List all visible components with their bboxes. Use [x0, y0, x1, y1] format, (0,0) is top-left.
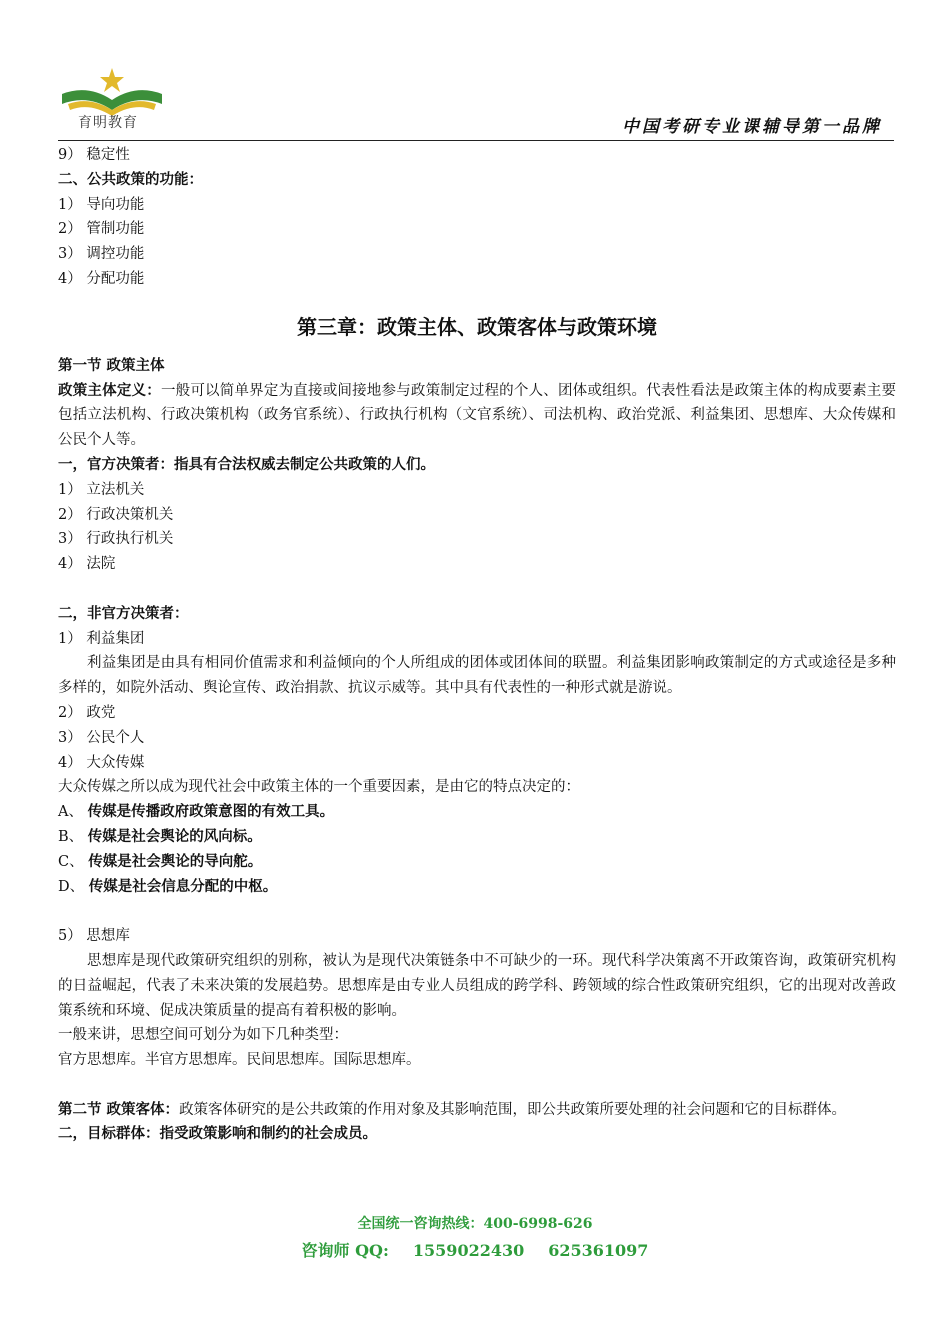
- list-item: 1） 导向功能: [58, 196, 145, 213]
- chapter-title: 第三章：政策主体、政策客体与政策环境: [297, 314, 657, 339]
- list-marker: D、: [58, 878, 89, 895]
- body-text: 官方思想库。半官方思想库。民间思想库。国际思想库。: [58, 1052, 421, 1069]
- section-heading: 二、公共政策的功能：: [58, 170, 203, 188]
- list-item: 9） 稳定性: [58, 147, 130, 163]
- section-heading: 二，目标群体：指受政策影响和制约的社会成员。: [58, 1125, 377, 1143]
- body-paragraph: 思想库是现代政策研究组织的别称，被认为是现代决策链条中不可缺少的一环。现代科学决策离不开政策咨询，政策研究机构的日益崛起，代表了未来决策的发展趋势。思想库是由专业人员组成的跨学科、跨领域的综合性政策研究组织，它的出现对改善政策系统和环境、促成决策质量的提高有着积极的影响。: [58, 952, 896, 1019]
- list-item: 3） 行政执行机关: [58, 531, 174, 548]
- list-item: 4） 大众传媒: [58, 754, 145, 771]
- list-marker: B、: [58, 828, 88, 845]
- list-item: 2） 行政决策机关: [58, 506, 174, 523]
- section-heading: 一，官方决策者：指具有合法权威去制定公共政策的人们。: [58, 455, 435, 473]
- list-item: 1） 立法机关: [58, 481, 145, 498]
- section-text: 政策客体研究的是公共政策的作用对象及其影响范围，即公共政策所要处理的社会问题和它的目标群体。: [179, 1101, 847, 1118]
- section-label: 第二节 政策客体：: [58, 1100, 180, 1118]
- header-slogan: 中国考研专业课辅导第一品牌: [622, 117, 882, 137]
- list-item: 1） 利益集团: [58, 630, 145, 647]
- list-item-text: 传媒是传播政府政策意图的有效工具。: [87, 803, 335, 821]
- list-item: 2） 管制功能: [58, 221, 145, 238]
- footer-qq: [0, 1236, 950, 1266]
- header-divider: [58, 140, 894, 141]
- body-text: 一般来讲，思想空间可划分为如下几种类型：: [58, 1027, 348, 1044]
- page-footer: [0, 1212, 950, 1266]
- definition-paragraph: [58, 379, 896, 453]
- list-item-text: 传媒是社会舆论的风向标。: [87, 827, 262, 845]
- list-item: [58, 875, 896, 900]
- body-paragraph: 利益集团是由具有相同价值需求和利益倾向的个人所组成的团体或团体间的联盟。利益集团影响政策制定的方式或途径是多种多样的，如院外活动、舆论宣传、政治捐款、抗议示威等。其中具有代表性的一种形式就是游说。: [58, 655, 896, 697]
- list-item: 4） 分配功能: [58, 270, 145, 287]
- logo-text: 育明教育: [78, 115, 138, 131]
- list-item: [58, 800, 896, 825]
- list-item: 3） 公民个人: [58, 729, 145, 746]
- qq-number-1: 1559022430: [412, 1241, 525, 1260]
- list-item: 3） 调控功能: [58, 246, 145, 263]
- section-paragraph: [58, 1098, 896, 1123]
- section-title: 第一节 政策主体: [58, 356, 165, 374]
- list-marker: C、: [58, 853, 89, 870]
- list-item: 5） 思想库: [58, 928, 130, 945]
- definition-label: 政策主体定义：: [58, 381, 161, 399]
- list-item: 2） 政党: [58, 704, 116, 721]
- list-item: 4） 法院: [58, 556, 116, 573]
- list-item: [58, 825, 896, 850]
- list-item: [58, 850, 896, 875]
- list-marker: A、: [58, 804, 88, 821]
- footer-hotline: 全国统一咨询热线：400-6998-626: [357, 1216, 593, 1232]
- document-body: [58, 143, 896, 1147]
- body-text: 大众传媒之所以成为现代社会中政策主体的一个重要因素，是由它的特点决定的：: [58, 779, 580, 796]
- qq-number-2: 625361097: [548, 1241, 649, 1260]
- section-heading: 二，非官方决策者：: [58, 604, 189, 622]
- definition-text: 一般可以简单界定为直接或间接地参与政策制定过程的个人、团体或组织。代表性看法是政策主体的构成要素主要包括立法机构、行政决策机构（政务官系统）、行政执行机构（文官系统）、司法机构、政治党派、利益集团、思想库、大众传媒和公民个人等。: [58, 382, 896, 449]
- list-item-text: 传媒是社会信息分配的中枢。: [88, 877, 278, 895]
- qq-label: 咨询师 QQ:: [301, 1241, 389, 1260]
- page-header: [58, 66, 894, 142]
- list-item-text: 传媒是社会舆论的导向舵。: [88, 852, 263, 870]
